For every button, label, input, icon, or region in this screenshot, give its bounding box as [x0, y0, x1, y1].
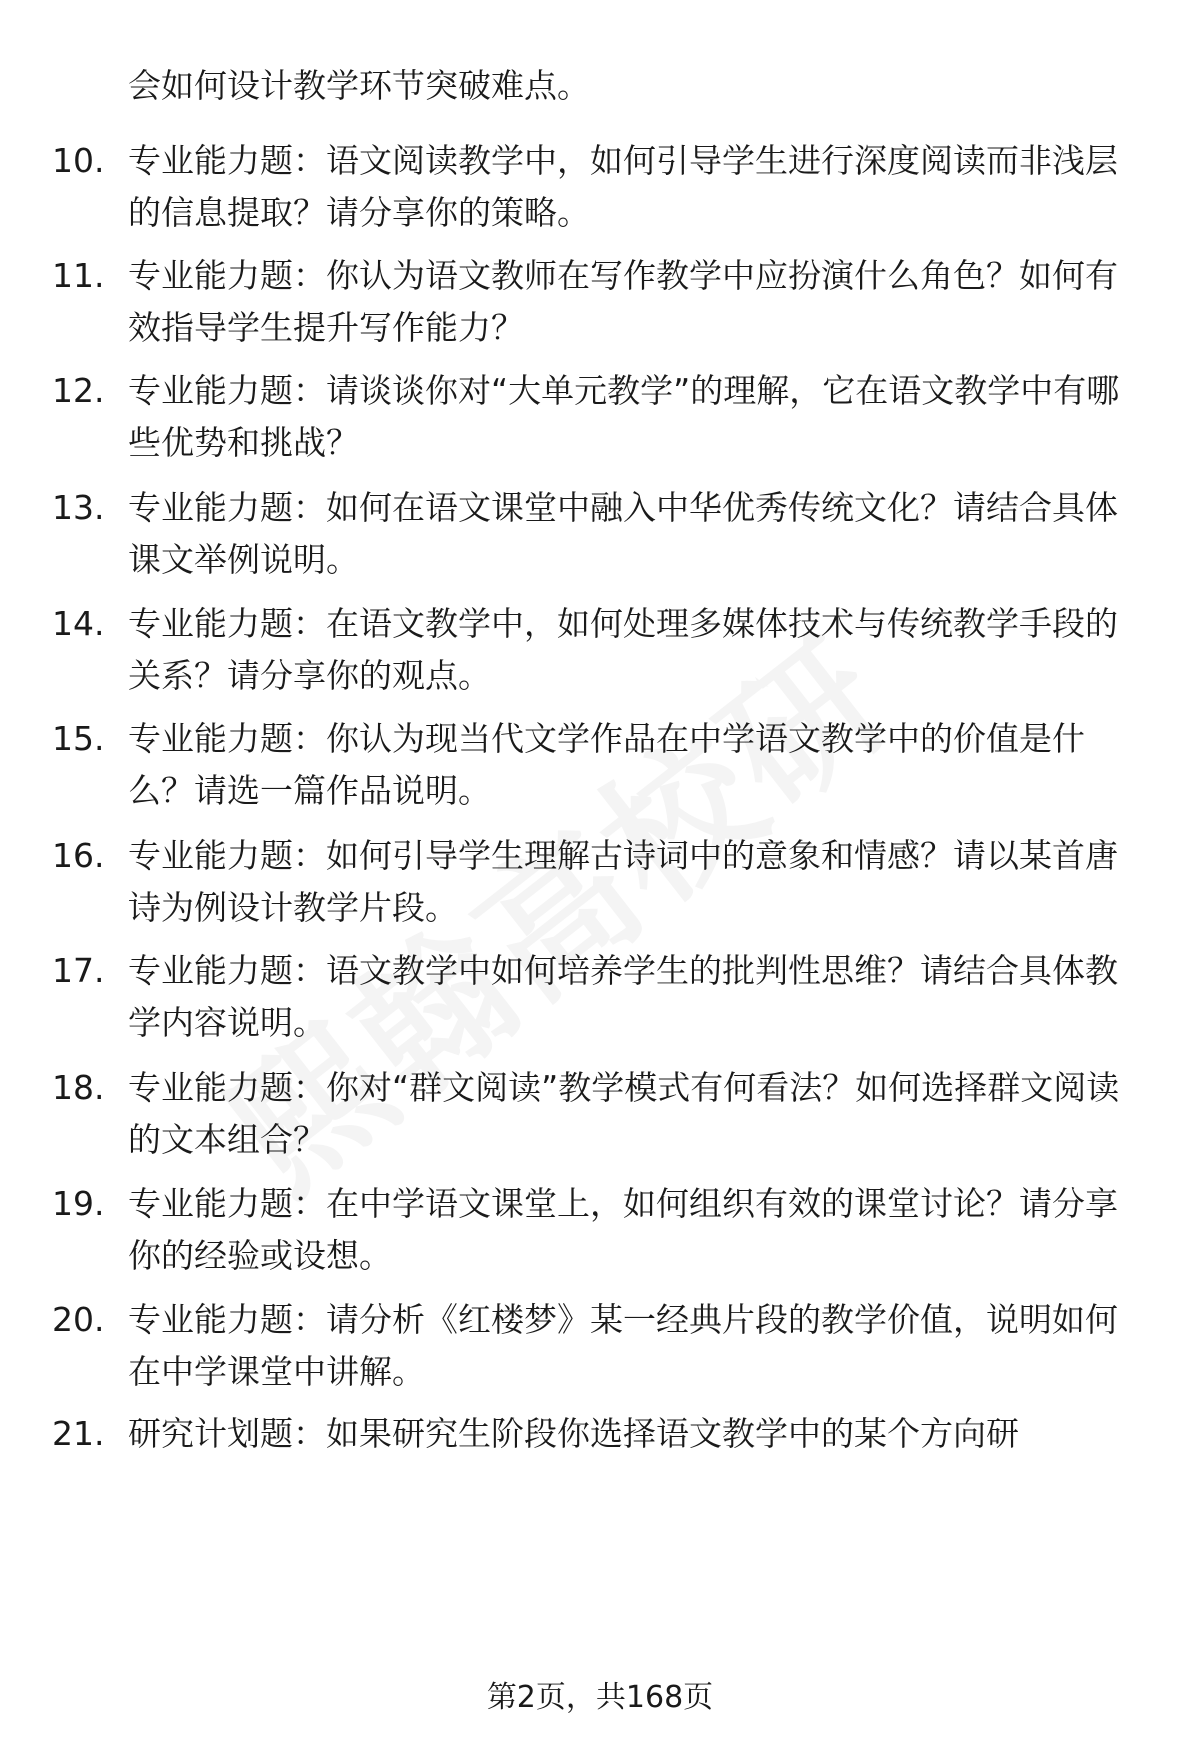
question-number: 20.	[52, 1300, 105, 1339]
question-text: 专业能力题：你认为现当代文学作品在中学语文教学中的价值是什么？请选一篇作品说明。	[128, 719, 1085, 810]
question-number: 19.	[52, 1184, 105, 1223]
question-text: 专业能力题：如何引导学生理解古诗词中的意象和情感？请以某首唐诗为例设计教学片段。	[128, 836, 1118, 927]
question-number: 21.	[52, 1414, 105, 1453]
question-number: 18.	[52, 1068, 105, 1107]
question-number: 17.	[52, 951, 105, 990]
question-text: 专业能力题：语文教学中如何培养学生的批判性思维？请结合具体教学内容说明。	[128, 951, 1118, 1042]
question-text: 研究计划题：如果研究生阶段你选择语文教学中的某个方向研	[128, 1414, 1019, 1453]
question-number: 15.	[52, 719, 105, 758]
page-footer: 第2页，共168页	[486, 1680, 714, 1715]
question-number: 12.	[52, 371, 105, 410]
question-number: 16.	[52, 836, 105, 875]
continuation-line: 会如何设计教学环节突破难点。	[128, 66, 590, 105]
question-text: 专业能力题：你对“群文阅读”教学模式有何看法？如何选择群文阅读的文本组合？	[128, 1068, 1120, 1159]
question-number: 10.	[52, 141, 105, 180]
question-text: 专业能力题：在语文教学中，如何处理多媒体技术与传统教学手段的关系？请分享你的观点。	[128, 604, 1118, 695]
question-number: 13.	[52, 488, 105, 527]
question-text: 专业能力题：在中学语文课堂上，如何组织有效的课堂讨论？请分享你的经验或设想。	[128, 1184, 1118, 1275]
question-number: 11.	[52, 256, 105, 295]
question-text: 专业能力题：请分析《红楼梦》某一经典片段的教学价值，说明如何在中学课堂中讲解。	[128, 1300, 1118, 1391]
question-number: 14.	[52, 604, 105, 643]
question-text: 专业能力题：你认为语文教师在写作教学中应扮演什么角色？如何有效指导学生提升写作能力？	[128, 256, 1118, 347]
question-text: 专业能力题：语文阅读教学中，如何引导学生进行深度阅读而非浅层的信息提取？请分享你的策略。	[128, 141, 1118, 232]
question-text: 专业能力题：如何在语文课堂中融入中华优秀传统文化？请结合具体课文举例说明。	[128, 488, 1118, 579]
question-text: 专业能力题：请谈谈你对“大单元教学”的理解，它在语文教学中有哪些优势和挑战？	[128, 371, 1120, 462]
